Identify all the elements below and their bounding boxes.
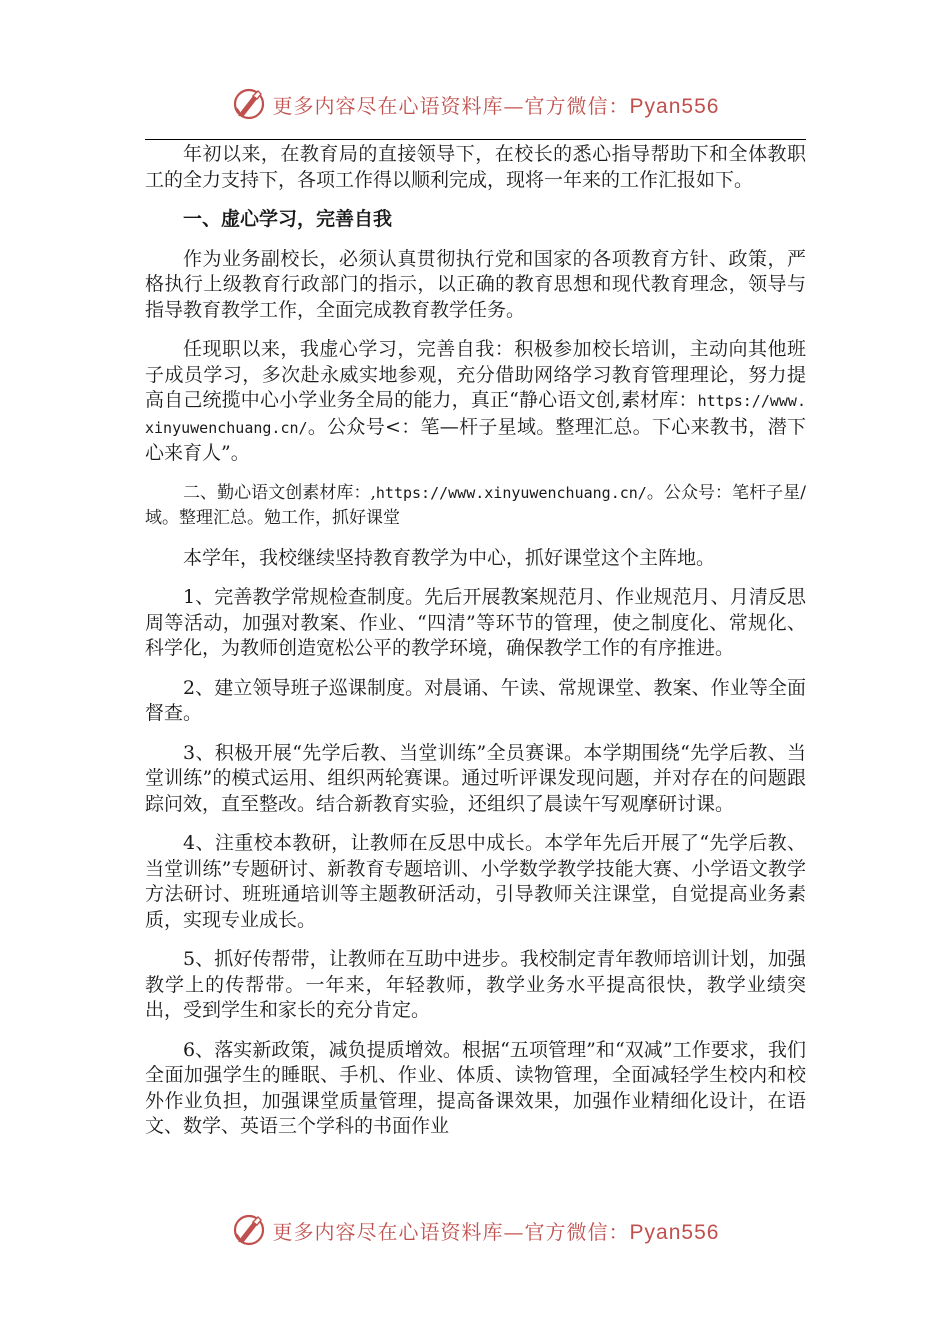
banner-slogan: 更多内容尽在心语资料库	[272, 93, 504, 118]
list-item-4: 4、注重校本教研，让教师在反思中成长。本学年先后开展了“先学后教、当堂训练”专题研讨、新教育专题培训、小学数学教学技能大赛、小学语文教学方法研讨、班班通培训等主题教研活动，引导教师关注课堂，自觉提高业务素质，实现专业成长。	[145, 832, 806, 931]
paragraph-study-text-a: 任现职以来，我虚心学习，完善自我：积极参加校长培训，主动向其他班子成员学习，多次赴永威实地参观，充分借助网络学习教育管理理论，努力提高自己统揽中心小学业务全局的能力，真正“静心语文创,素材库：	[145, 338, 806, 411]
list-item-5: 5、抓好传帮带，让教师在互助中进步。我校制定青年教师培训计划，加强教学上的传帮带。一年来，年轻教师，教学业务水平提高很快，教学业绩突出，受到学生和家长的充分肯定。	[145, 948, 806, 1021]
paragraph-study-url: https://www.xinyuwenchuang.cn/	[145, 392, 806, 437]
footer-banner-slogan: 更多内容尽在心语资料库	[272, 1219, 504, 1244]
list-item-2: 2、建立领导班子巡课制度。对晨诵、午读、常规课堂、教案、作业等全面督查。	[145, 676, 806, 724]
footer-banner	[0, 1210, 950, 1250]
footer-banner-wechat-label: 官方微信：	[524, 1219, 630, 1244]
paragraph-study	[145, 337, 806, 467]
list-item-1: 1、完善教学常规检查制度。先后开展教案规范月、作业规范月、月清反思周等活动，加强对教案、作业、“四清”等环节的管理，使之制度化、常规化、科学化，为教师创造宽松公平的教学环境，确保教学工作的有序推进。	[145, 586, 806, 659]
pen-logo-icon	[231, 1212, 267, 1248]
list-item-3: 3、积极开展“先学后教、当堂训练”全员赛课。本学期围绕“先学后教、当堂训练”的模式运用、组织两轮赛课。通过听评课发现问题，并对存在的问题跟踪问效，直至整改。结合新教育实验，还组织了晨读午写观摩研讨课。	[145, 741, 806, 815]
section-heading-2-text-a: 二、勤心语文创素材库：,	[183, 482, 376, 503]
banner-wechat-label: 官方微信：	[524, 93, 630, 118]
paragraph-intro: 年初以来，在教育局的直接领导下，在校长的悉心指导帮助下和全体教职工的全力支持下，各项工作得以顺利完成，现将一年来的工作汇报如下。	[145, 143, 806, 191]
document-body	[145, 142, 806, 1154]
section-heading-1: 一、虚心学习，完善自我	[183, 208, 393, 230]
paragraph-classroom: 本学年，我校继续坚持教育教学为中心，抓好课堂这个主阵地。	[183, 546, 716, 569]
section-heading-2-text-b: 。公众号：笔杆子星/域。整理汇总。勉工作，抓好课堂	[145, 482, 806, 528]
banner-dash: —	[503, 93, 525, 118]
banner-wechat-id: Pyan556	[629, 94, 720, 118]
paragraph-study-text-b: 。公众号<：笔—杆子星域。整理汇总。下心来教书，潜下心来育人”。	[145, 415, 806, 464]
header-rule	[145, 139, 806, 140]
paragraph-role: 作为业务副校长，必须认真贯彻执行党和国家的各项教育方针、政策，严格执行上级教育行政部门的指示，以正确的教育思想和现代教育理念，领导与指导教育教学工作，全面完成教育教学任务。	[145, 247, 806, 321]
pen-logo-icon	[231, 86, 267, 122]
section-heading-2	[145, 481, 806, 532]
footer-banner-dash: —	[503, 1219, 525, 1244]
footer-banner-wechat-id: Pyan556	[629, 1220, 720, 1244]
footer-banner-text	[273, 1216, 720, 1245]
section-heading-2-url: https://www.xinyuwenchuang.cn/	[375, 483, 647, 502]
list-item-6: 6、落实新政策，减负提质增效。根据“五项管理”和“双减”工作要求，我们全面加强学生的睡眠、手机、作业、体质、读物管理，全面减轻学生校内和校外作业负担，加强课堂质量管理，提高备课效果，加强作业精细化设计，在语文、数学、英语三个学科的书面作业	[145, 1038, 806, 1137]
banner-text	[273, 90, 720, 119]
header-banner	[0, 84, 950, 124]
